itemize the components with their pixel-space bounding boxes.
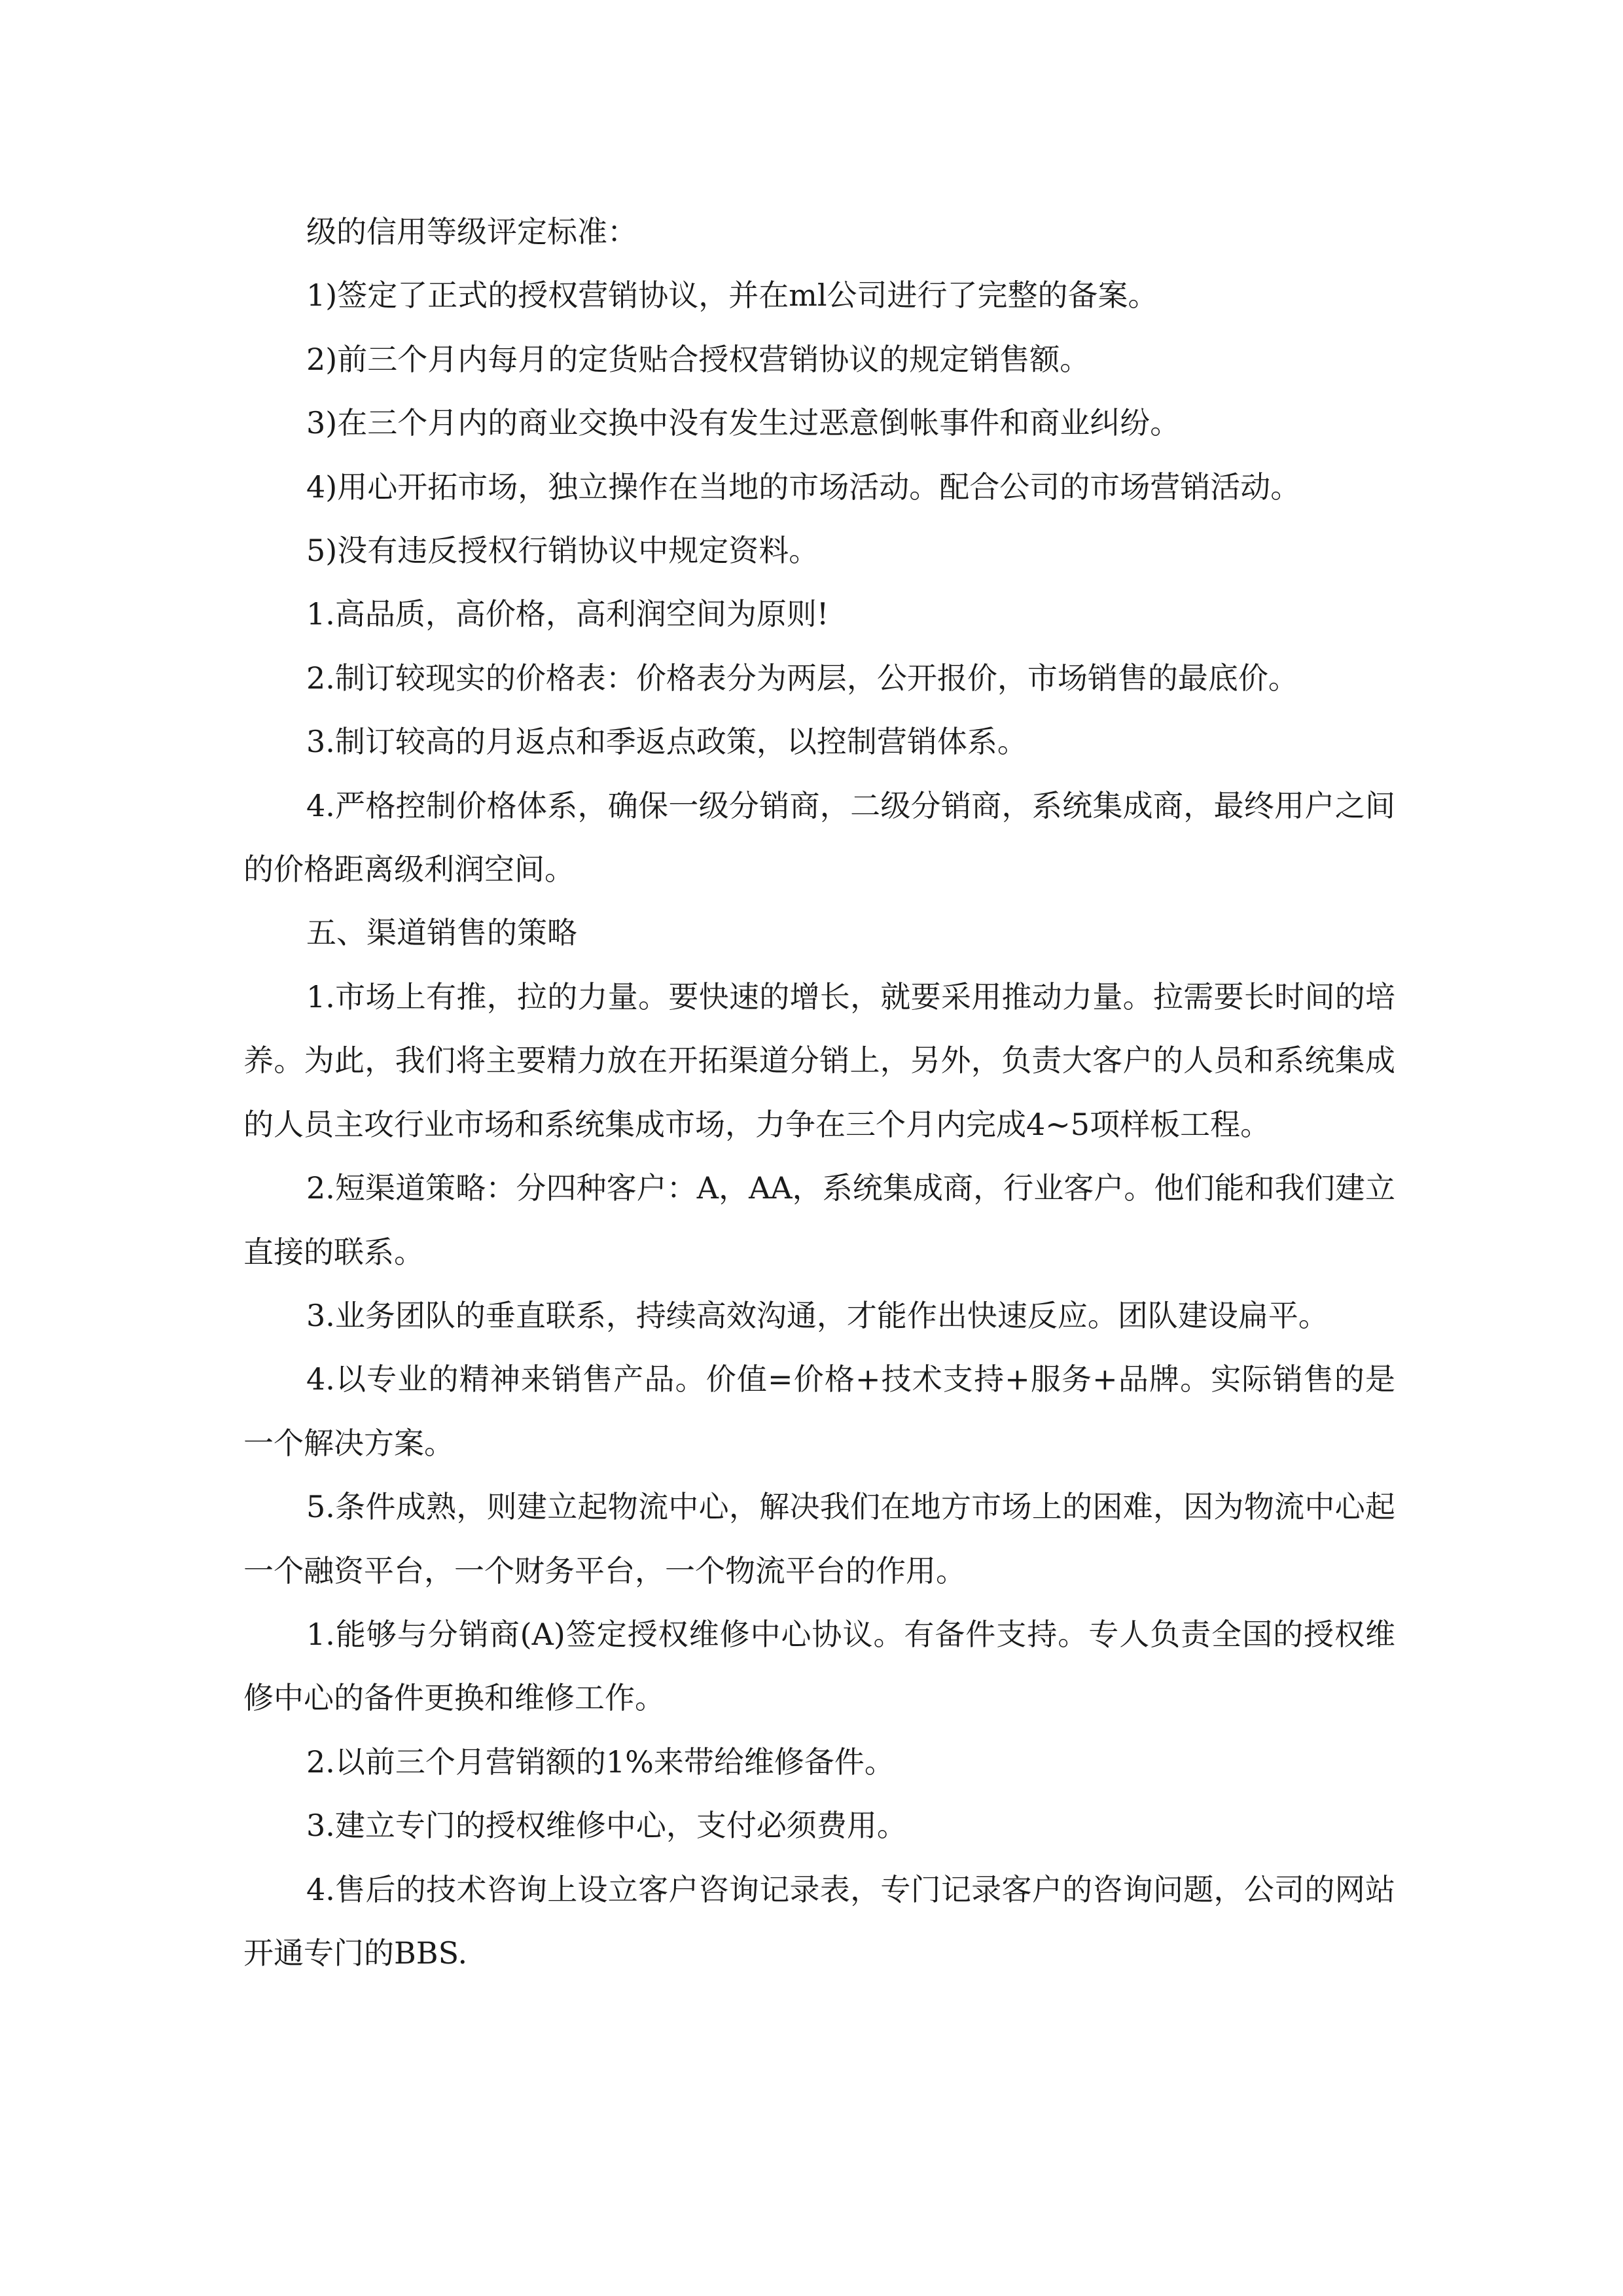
- paragraph-price-item-2: 2.制订较现实的价格表：价格表分为两层，公开报价，市场销售的最底价。: [306, 660, 1298, 696]
- paragraph-credit-item-3: 3)在三个月内的商业交换中没有发生过恶意倒帐事件和商业纠纷。: [306, 405, 1181, 441]
- paragraph-service-item-3: 3.建立专门的授权维修中心，支付必须费用。: [306, 1808, 907, 1844]
- paragraph-credit-item-1: 1)签定了正式的授权营销协议，并在ml公司进行了完整的备案。: [306, 278, 1158, 314]
- paragraph-credit-item-4: 4)用心开拓市场，独立操作在当地的市场活动。配合公司的市场营销活动。: [306, 469, 1301, 505]
- paragraph-credit-standard-heading: 级的信用等级评定标准：: [306, 214, 637, 249]
- paragraph-strategy-item-2: 2.短渠道策略：分四种客户：A，AA，系统集成商，行业客户。他们能和我们建立直接的联系。: [243, 1170, 1395, 1270]
- paragraph-price-item-1: 1.高品质，高价格，高利润空间为原则!: [306, 596, 829, 632]
- paragraph-credit-item-5: 5)没有违反授权行销协议中规定资料。: [306, 533, 819, 569]
- paragraph-strategy-item-1: 1.市场上有推，拉的力量。要快速的增长，就要采用推动力量。拉需要长时间的培养。为此，我们将主要精力放在开拓渠道分销上，另外，负责大客户的人员和系统集成的人员主攻行业市场和系统集成市场，力争在三个月内完成4~5项样板工程。: [243, 978, 1395, 1142]
- paragraph-strategy-item-5: 5.条件成熟，则建立起物流中心，解决我们在地方市场上的困难，因为物流中心起一个融资平台，一个财务平台，一个物流平台的作用。: [243, 1489, 1395, 1588]
- paragraph-strategy-item-3: 3.业务团队的垂直联系，持续高效沟通，才能作出快速反应。团队建设扁平。: [306, 1297, 1329, 1333]
- paragraph-strategy-item-4: 4.以专业的精神来销售产品。价值=价格+技术支持+服务+品牌。实际销售的是一个解决方案。: [243, 1361, 1395, 1461]
- paragraph-service-item-1: 1.能够与分销商(A)签定授权维修中心协议。有备件支持。专人负责全国的授权维修中心的备件更换和维修工作。: [243, 1616, 1395, 1716]
- section-heading-channel-strategy: 五、渠道销售的策略: [306, 915, 577, 951]
- document-body: [243, 200, 1395, 1985]
- paragraph-service-item-4: 4.售后的技术咨询上设立客户咨询记录表，专门记录客户的咨询问题，公司的网站开通专门的BBS.: [243, 1871, 1395, 1971]
- paragraph-price-item-3: 3.制订较高的月返点和季返点政策，以控制营销体系。: [306, 724, 1027, 760]
- paragraph-service-item-2: 2.以前三个月营销额的1%来带给维修备件。: [306, 1744, 895, 1780]
- paragraph-credit-item-2: 2)前三个月内每月的定货贴合授权营销协议的规定销售额。: [306, 341, 1090, 377]
- paragraph-price-item-4: 4.严格控制价格体系，确保一级分销商，二级分销商，系统集成商，最终用户之间的价格距离级利润空间。: [243, 787, 1395, 888]
